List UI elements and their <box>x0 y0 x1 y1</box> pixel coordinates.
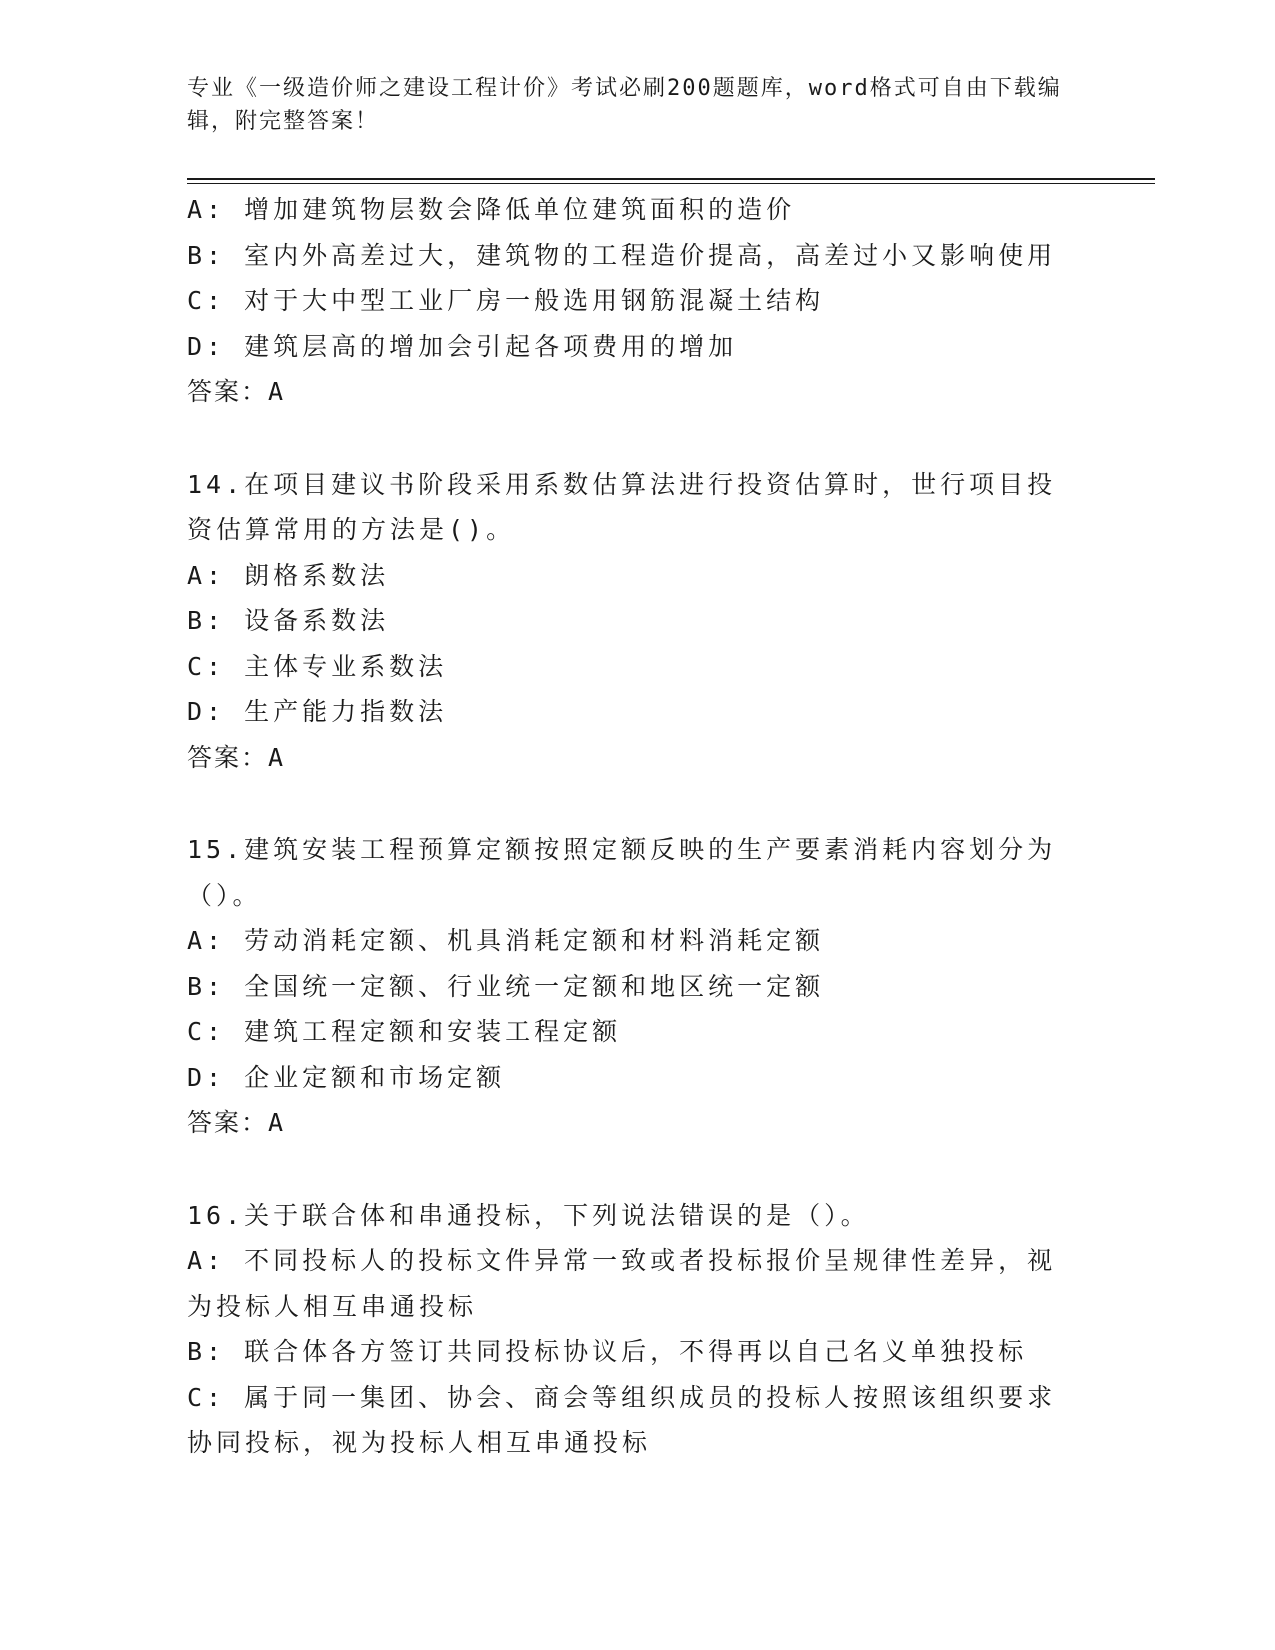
option-d: D: 生产能力指数法 <box>187 697 448 726</box>
question-13 <box>187 187 1077 415</box>
question-15 <box>187 827 1077 1146</box>
option-b: B: 室内外高差过大，建筑物的工程造价提高，高差过小又影响使用 <box>187 240 1057 270</box>
question-stem: 15.建筑安装工程预算定额按照定额反映的生产要素消耗内容划分为（）。 <box>187 835 1057 910</box>
option-b: B: 全国统一定额、行业统一定额和地区统一定额 <box>187 971 825 1001</box>
option-c: C: 主体专业系数法 <box>187 651 448 681</box>
question-stem: 14.在项目建议书阶段采用系数估算法进行投资估算时，世行项目投资估算常用的方法是()。 <box>187 469 1057 544</box>
answer: 答案：A <box>187 377 286 406</box>
option-a: A: 增加建筑物层数会降低单位建筑面积的造价 <box>187 195 796 224</box>
option-d: D: 建筑层高的增加会引起各项费用的增加 <box>187 331 738 361</box>
header-divider-thin <box>187 183 1155 184</box>
document-header: 专业《一级造价师之建设工程计价》考试必刷200题题库，word格式可自由下载编辑，附完整答案！ <box>187 76 1062 134</box>
answer: 答案：A <box>187 1108 286 1137</box>
option-b: B: 设备系数法 <box>187 606 390 635</box>
question-16 <box>187 1193 1077 1466</box>
question-14 <box>187 462 1077 781</box>
option-a: A: 不同投标人的投标文件异常一致或者投标报价呈规律性差异，视为投标人相互串通投标 <box>187 1246 1057 1321</box>
spacer <box>187 415 1077 462</box>
option-c: C: 对于大中型工业厂房一般选用钢筋混凝土结构 <box>187 286 825 315</box>
spacer <box>187 1146 1077 1193</box>
option-b: B: 联合体各方签订共同投标协议后，不得再以自己名义单独投标 <box>187 1337 1028 1366</box>
answer: 答案：A <box>187 742 286 772</box>
header-divider-thick <box>187 178 1155 180</box>
spacer <box>187 780 1077 827</box>
option-a: A: 劳动消耗定额、机具消耗定额和材料消耗定额 <box>187 926 825 955</box>
question-stem: 16.关于联合体和串通投标，下列说法错误的是（）。 <box>187 1200 870 1230</box>
option-c: C: 建筑工程定额和安装工程定额 <box>187 1017 622 1046</box>
question-list <box>187 187 1077 1466</box>
option-a: A: 朗格系数法 <box>187 560 390 590</box>
option-d: D: 企业定额和市场定额 <box>187 1062 506 1092</box>
option-c: C: 属于同一集团、协会、商会等组织成员的投标人按照该组织要求协同投标，视为投标人相互串通投标 <box>187 1382 1057 1457</box>
